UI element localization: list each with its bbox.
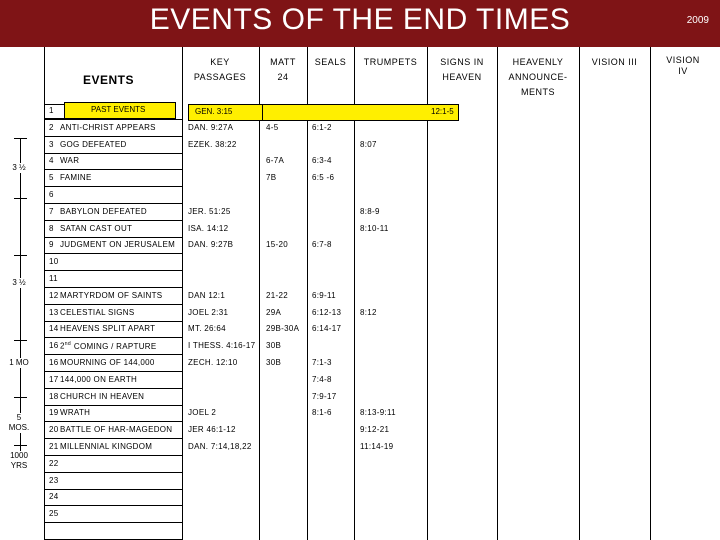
row-divider — [44, 186, 182, 187]
row-5-matt: 7B — [266, 173, 277, 183]
row-divider — [44, 472, 182, 473]
row-divider — [44, 337, 182, 338]
header-signs-line2: HEAVEN — [442, 72, 482, 82]
header-vision4-line1: VISION — [666, 55, 700, 65]
row-divider — [44, 237, 182, 238]
row-16-key-passage: ZECH. 12:10 — [188, 358, 238, 367]
row-21-event: MILLENNIAL KINGDOM — [60, 442, 153, 451]
gen-highlight — [188, 104, 264, 121]
row-divider — [44, 371, 182, 372]
row-14-event: HEAVENS SPLIT APART — [60, 324, 156, 334]
row-17-event: 144,000 ON EARTH — [60, 374, 138, 384]
row-16-seals: 7:1-3 — [312, 358, 332, 367]
row-4-matt: 6-7A — [266, 156, 285, 166]
row-12-seals: 6:9-11 — [312, 290, 336, 300]
row-1-signs: 12:1-5 — [431, 107, 454, 116]
row-19-key-passage: JOEL 2 — [188, 408, 217, 418]
row-15-number: 16 — [49, 341, 59, 351]
row-25-number: 25 — [49, 509, 59, 519]
row-17-seals: 7:4-8 — [312, 374, 332, 384]
header-trumpets: TRUMPETS — [363, 57, 418, 67]
row-divider — [44, 421, 182, 422]
row-6-number: 6 — [49, 190, 54, 199]
row-1-key: GEN. 3:15 — [195, 107, 233, 116]
row-5-seals: 6:5 -6 — [312, 173, 335, 183]
row-18-seals: 7:9-17 — [312, 391, 337, 401]
row-21-key-passage: DAN. 7:14,18,22 — [188, 442, 252, 451]
row-divider — [44, 153, 182, 154]
row-divider — [44, 388, 182, 389]
row-15-matt: 30B — [266, 341, 282, 351]
timeline-five-months — [4, 413, 34, 433]
row-11-number: 11 — [49, 274, 58, 283]
timeline-tick-4 — [14, 340, 27, 341]
row-2-seals: 6:1-2 — [312, 122, 332, 132]
header-seals: SEALS — [314, 57, 347, 67]
row-divider — [44, 220, 182, 221]
row-9-seals: 6:7-8 — [312, 240, 332, 250]
row-13-trumpets: 8:12 — [360, 307, 377, 317]
header-events: EVENTS — [83, 73, 135, 87]
row-12-number: 12 — [49, 290, 59, 300]
column-divider — [650, 47, 651, 540]
row-19-trumpets: 8:13-9:11 — [360, 408, 396, 418]
row-divider — [44, 354, 182, 355]
row-2-event: ANTI-CHRIST APPEARS — [60, 122, 156, 132]
row-14-matt: 29B-30A — [266, 324, 300, 334]
row-divider — [44, 119, 182, 120]
row-15-key-passage: I THESS. 4:16-17 — [188, 341, 256, 351]
row-20-number: 20 — [49, 425, 59, 435]
row-7-number: 7 — [49, 206, 54, 216]
row-14-seals: 6:14-17 — [312, 324, 342, 334]
timeline-thousand-years — [4, 451, 34, 471]
row-divider — [44, 270, 182, 271]
row-2-number: 2 — [49, 122, 54, 132]
row-divider — [44, 253, 182, 254]
header-vision4 — [650, 55, 716, 77]
timeline-half-2: 3 ½ — [4, 278, 34, 288]
row-15-ordinal-suffix: nd — [64, 341, 71, 348]
row-20-key-passage: JER 46:1-12 — [188, 425, 236, 435]
row-12-event: MARTYRDOM OF SAINTS — [60, 290, 163, 300]
row-4-seals: 6:3-4 — [312, 156, 332, 166]
row-3-event: GOG DEFEATED — [60, 139, 127, 149]
timeline-five-line2: MOS. — [8, 423, 30, 432]
header-matt-line2: 24 — [277, 72, 289, 82]
row-10-number: 10 — [49, 257, 59, 267]
row-divider — [44, 321, 182, 322]
row-22-number: 22 — [49, 458, 59, 468]
row-3-key-passage: EZEK. 38:22 — [188, 139, 237, 149]
row-15-event — [60, 341, 157, 351]
row-13-matt: 29A — [266, 307, 282, 317]
timeline-tick-3 — [14, 255, 27, 256]
row-20-trumpets: 9:12-21 — [360, 425, 390, 435]
row-17-number: 17 — [49, 374, 59, 384]
row-3-trumpets: 8:07 — [360, 139, 377, 149]
past-events-highlight — [64, 102, 176, 119]
row-16-number: 16 — [49, 358, 59, 367]
header-signs-line1: SIGNS IN — [440, 57, 484, 67]
row-9-matt: 15-20 — [266, 240, 288, 250]
row-divider — [44, 405, 182, 406]
year-label: 2009 — [686, 15, 709, 26]
row-13-seals: 6:12-13 — [312, 307, 342, 317]
header-heavenly-line3: MENTS — [521, 87, 555, 97]
timeline-five-line1: 5 — [16, 413, 22, 422]
row-divider — [44, 136, 182, 137]
column-divider — [497, 47, 498, 540]
row-14-number: 14 — [49, 324, 59, 334]
row-13-number: 13 — [49, 307, 59, 317]
row-15-event-text: COMING / RAPTURE — [73, 341, 157, 351]
row-16-event: MOURNING OF 144,000 — [60, 358, 155, 367]
row-4-event: WAR — [60, 156, 80, 166]
row-18-number: 18 — [49, 391, 59, 401]
row-16-matt: 30B — [266, 358, 282, 367]
timeline-tick-1 — [14, 138, 27, 139]
column-divider — [579, 47, 580, 540]
row-divider — [44, 169, 182, 170]
row-19-number: 19 — [49, 408, 59, 418]
header-heavenly — [497, 55, 579, 100]
row-divider — [44, 455, 182, 456]
row-divider — [44, 203, 182, 204]
row-8-event: SATAN CAST OUT — [60, 223, 133, 233]
row-divider — [44, 489, 182, 490]
row-8-number: 8 — [49, 223, 54, 233]
page-title: EVENTS OF THE END TIMES — [149, 3, 571, 36]
row-9-number: 9 — [49, 240, 54, 250]
header-matt — [259, 55, 307, 85]
header-key-line1: KEY — [210, 57, 230, 67]
row-divider — [44, 304, 182, 305]
timeline-thousand-line2: YRS — [10, 461, 28, 470]
row-divider — [44, 505, 182, 506]
row-9-event: JUDGMENT ON JERUSALEM — [60, 240, 176, 250]
timeline-half-1: 3 ½ — [4, 163, 34, 173]
header-vision4-line2: IV — [678, 66, 688, 76]
row-8-trumpets: 8:10-11 — [360, 223, 389, 233]
timeline-tick-5 — [14, 397, 27, 398]
column-divider — [182, 47, 183, 540]
header-key-line2: PASSAGES — [193, 72, 247, 82]
row-20-event: BATTLE OF HAR-MAGEDON — [60, 425, 173, 435]
row-15-ordinal: 2 — [60, 341, 65, 351]
header-heavenly-line2: ANNOUNCE- — [508, 72, 568, 82]
row-9-key-passage: DAN. 9:27B — [188, 240, 234, 250]
timeline-tick-6 — [14, 445, 27, 446]
row-7-event: BABYLON DEFEATED — [60, 206, 147, 216]
row-23-number: 23 — [49, 475, 59, 485]
row-1-number: 1 — [44, 104, 65, 119]
timeline-thousand-line1: 1000 — [10, 451, 28, 460]
row-19-seals: 8:1-6 — [312, 408, 332, 418]
row-13-key-passage: JOEL 2:31 — [188, 307, 229, 317]
row-18-event: CHURCH IN HEAVEN — [60, 391, 145, 401]
row-3-number: 3 — [49, 139, 54, 149]
row-4-number: 4 — [49, 156, 54, 166]
row-1-event: PAST EVENTS — [91, 105, 146, 114]
row-7-key-passage: JER. 51:25 — [188, 206, 231, 216]
row-14-key-passage: MT. 26:64 — [188, 324, 226, 334]
row-7-trumpets: 8:8-9 — [360, 206, 380, 216]
row-21-number: 21 — [49, 442, 59, 451]
row-2-key-passage: DAN. 9:27A — [188, 122, 234, 132]
row-divider — [44, 438, 182, 439]
header-matt-line1: MATT — [270, 57, 296, 67]
row-13-event: CELESTIAL SIGNS — [60, 307, 135, 317]
row-8-key-passage: ISA. 14:12 — [188, 223, 229, 233]
row-12-key-passage: DAN 12:1 — [188, 290, 226, 300]
timeline-tick-2 — [14, 198, 27, 199]
row-5-number: 5 — [49, 173, 54, 183]
row-5-event: FAMINE — [60, 173, 92, 183]
column-divider — [44, 47, 45, 540]
header-signs — [427, 55, 497, 85]
timeline-one-month: 1 MO — [2, 358, 36, 368]
row-divider — [44, 522, 182, 523]
header-key-passages — [182, 55, 258, 85]
row-2-matt: 4-5 — [266, 122, 279, 132]
signs-highlight — [262, 104, 459, 121]
header-vision3: VISION III — [591, 57, 638, 67]
row-19-event: WRATH — [60, 408, 91, 418]
row-24-number: 24 — [49, 492, 59, 502]
row-21-trumpets: 11:14-19 — [360, 442, 394, 451]
row-12-matt: 21-22 — [266, 290, 288, 300]
row-divider — [44, 287, 182, 288]
header-heavenly-line1: HEAVENLY — [512, 57, 564, 67]
